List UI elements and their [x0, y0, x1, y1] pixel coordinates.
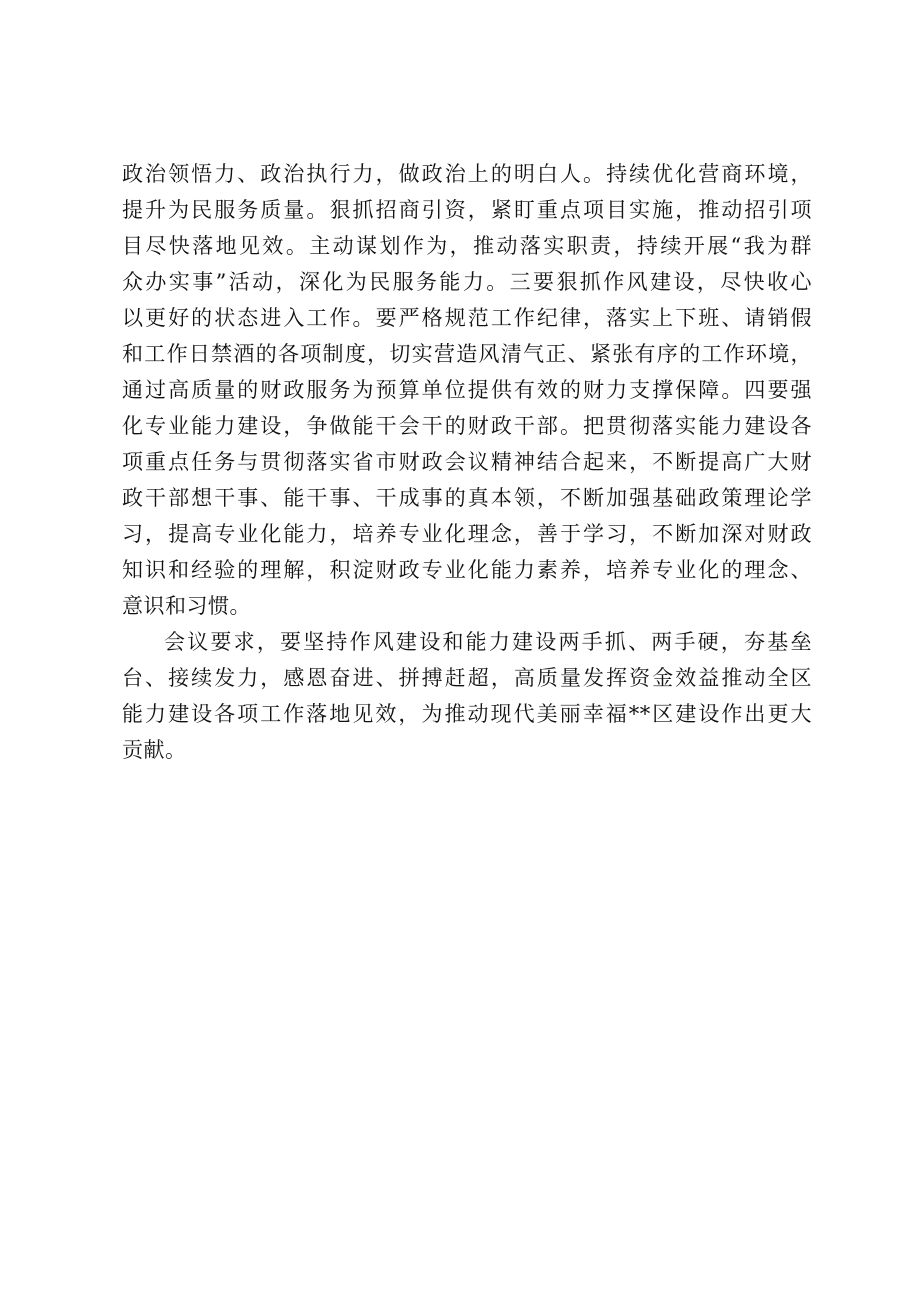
text-line: 政治领悟力、政治执行力，做政治上的明白人。持续优化营商环境， [122, 162, 812, 186]
text-line: 会议要求，要坚持作风建设和能力建设两手抓、两手硬，夯基垒 [164, 630, 812, 654]
text-line: 目尽快落地见效。主动谋划作为，推动落实职责，持续开展“我为群 [122, 234, 812, 258]
text-line: 化专业能力建设，争做能干会干的财政干部。把贯彻落实能力建设各 [122, 414, 812, 438]
text-line: 台、接续发力，感恩奋进、拼搏赶超，高质量发挥资金效益推动全区 [122, 666, 812, 690]
text-line: 知识和经验的理解，积淀财政专业化能力素养，培养专业化的理念、 [122, 558, 812, 582]
paragraph-2 [122, 624, 812, 768]
body-text [122, 156, 812, 768]
text-line: 意识和习惯。 [122, 594, 251, 618]
text-line: 通过高质量的财政服务为预算单位提供有效的财力支撑保障。四要强 [122, 378, 812, 402]
text-line: 和工作日禁酒的各项制度，切实营造风清气正、紧张有序的工作环境， [122, 342, 812, 366]
text-line: 众办实事”活动，深化为民服务能力。三要狠抓作风建设，尽快收心 [122, 270, 812, 294]
paragraph-1 [122, 156, 812, 624]
text-line: 能力建设各项工作落地见效，为推动现代美丽幸福**区建设作出更大 [122, 702, 812, 726]
text-line: 提升为民服务质量。狠抓招商引资，紧盯重点项目实施，推动招引项 [122, 198, 812, 222]
text-line: 习，提高专业化能力，培养专业化理念，善于学习，不断加深对财政 [122, 522, 812, 546]
text-line: 项重点任务与贯彻落实省市财政会议精神结合起来，不断提高广大财 [122, 450, 812, 474]
text-line: 贡献。 [122, 738, 187, 762]
text-line: 政干部想干事、能干事、干成事的真本领，不断加强基础政策理论学 [122, 486, 812, 510]
text-line: 以更好的状态进入工作。要严格规范工作纪律，落实上下班、请销假 [122, 306, 812, 330]
